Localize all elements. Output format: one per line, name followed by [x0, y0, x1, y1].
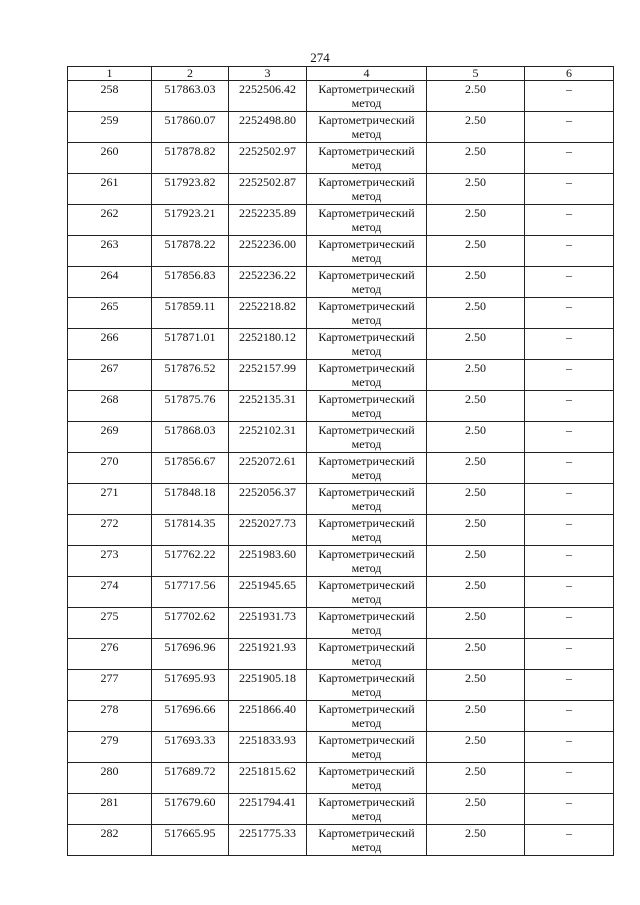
method-cell: Картометрический метод	[307, 825, 427, 856]
x-coordinate-cell: 517923.21	[152, 205, 229, 236]
method-cell: Картометрический метод	[307, 794, 427, 825]
point-number-cell: 280	[68, 763, 152, 794]
note-cell: –	[525, 608, 614, 639]
point-number-cell: 262	[68, 205, 152, 236]
x-coordinate-cell: 517679.60	[152, 794, 229, 825]
table-row	[68, 515, 614, 546]
point-number-cell: 271	[68, 484, 152, 515]
point-number-cell: 269	[68, 422, 152, 453]
point-number-cell: 282	[68, 825, 152, 856]
x-coordinate-cell: 517856.83	[152, 267, 229, 298]
table-row	[68, 329, 614, 360]
accuracy-cell: 2.50	[427, 267, 525, 298]
point-number-cell: 266	[68, 329, 152, 360]
accuracy-cell: 2.50	[427, 825, 525, 856]
point-number-cell: 276	[68, 639, 152, 670]
table-row	[68, 577, 614, 608]
method-cell: Картометрический метод	[307, 732, 427, 763]
x-coordinate-cell: 517878.22	[152, 236, 229, 267]
y-coordinate-cell: 2251815.62	[229, 763, 307, 794]
note-cell: –	[525, 329, 614, 360]
y-coordinate-cell: 2252180.12	[229, 329, 307, 360]
x-coordinate-cell: 517876.52	[152, 360, 229, 391]
column-header-6: 6	[525, 67, 614, 81]
y-coordinate-cell: 2252502.87	[229, 174, 307, 205]
note-cell: –	[525, 236, 614, 267]
column-header-4: 4	[307, 67, 427, 81]
accuracy-cell: 2.50	[427, 763, 525, 794]
accuracy-cell: 2.50	[427, 174, 525, 205]
x-coordinate-cell: 517814.35	[152, 515, 229, 546]
y-coordinate-cell: 2251905.18	[229, 670, 307, 701]
method-cell: Картометрический метод	[307, 205, 427, 236]
y-coordinate-cell: 2251775.33	[229, 825, 307, 856]
note-cell: –	[525, 670, 614, 701]
x-coordinate-cell: 517878.82	[152, 143, 229, 174]
note-cell: –	[525, 360, 614, 391]
note-cell: –	[525, 112, 614, 143]
table-row	[68, 81, 614, 112]
note-cell: –	[525, 794, 614, 825]
y-coordinate-cell: 2251833.93	[229, 732, 307, 763]
method-cell: Картометрический метод	[307, 701, 427, 732]
method-cell: Картометрический метод	[307, 577, 427, 608]
accuracy-cell: 2.50	[427, 422, 525, 453]
point-number-cell: 270	[68, 453, 152, 484]
accuracy-cell: 2.50	[427, 143, 525, 174]
accuracy-cell: 2.50	[427, 577, 525, 608]
note-cell: –	[525, 639, 614, 670]
table-row	[68, 112, 614, 143]
y-coordinate-cell: 2251921.93	[229, 639, 307, 670]
point-number-cell: 265	[68, 298, 152, 329]
y-coordinate-cell: 2252218.82	[229, 298, 307, 329]
table-row	[68, 174, 614, 205]
y-coordinate-cell: 2251866.40	[229, 701, 307, 732]
header-row	[68, 67, 614, 81]
table-row	[68, 236, 614, 267]
x-coordinate-cell: 517693.33	[152, 732, 229, 763]
point-number-cell: 267	[68, 360, 152, 391]
point-number-cell: 264	[68, 267, 152, 298]
method-cell: Картометрический метод	[307, 143, 427, 174]
method-cell: Картометрический метод	[307, 639, 427, 670]
y-coordinate-cell: 2251794.41	[229, 794, 307, 825]
table-row	[68, 546, 614, 577]
accuracy-cell: 2.50	[427, 701, 525, 732]
y-coordinate-cell: 2252157.99	[229, 360, 307, 391]
accuracy-cell: 2.50	[427, 794, 525, 825]
x-coordinate-cell: 517696.96	[152, 639, 229, 670]
note-cell: –	[525, 143, 614, 174]
point-number-cell: 258	[68, 81, 152, 112]
point-number-cell: 274	[68, 577, 152, 608]
page-number: 274	[310, 50, 330, 65]
y-coordinate-cell: 2252135.31	[229, 391, 307, 422]
column-header-3: 3	[229, 67, 307, 81]
y-coordinate-cell: 2252056.37	[229, 484, 307, 515]
accuracy-cell: 2.50	[427, 453, 525, 484]
note-cell: –	[525, 515, 614, 546]
x-coordinate-cell: 517875.76	[152, 391, 229, 422]
method-cell: Картометрический метод	[307, 360, 427, 391]
method-cell: Картометрический метод	[307, 267, 427, 298]
x-coordinate-cell: 517689.72	[152, 763, 229, 794]
table-row	[68, 298, 614, 329]
table-row	[68, 732, 614, 763]
note-cell: –	[525, 825, 614, 856]
x-coordinate-cell: 517696.66	[152, 701, 229, 732]
y-coordinate-cell: 2252236.00	[229, 236, 307, 267]
table-row	[68, 360, 614, 391]
note-cell: –	[525, 453, 614, 484]
coordinates-table	[67, 66, 614, 856]
accuracy-cell: 2.50	[427, 608, 525, 639]
table-row	[68, 608, 614, 639]
table-row	[68, 825, 614, 856]
point-number-cell: 272	[68, 515, 152, 546]
column-header-2: 2	[152, 67, 229, 81]
y-coordinate-cell: 2252102.31	[229, 422, 307, 453]
x-coordinate-cell: 517665.95	[152, 825, 229, 856]
method-cell: Картометрический метод	[307, 670, 427, 701]
point-number-cell: 261	[68, 174, 152, 205]
note-cell: –	[525, 267, 614, 298]
x-coordinate-cell: 517762.22	[152, 546, 229, 577]
accuracy-cell: 2.50	[427, 112, 525, 143]
note-cell: –	[525, 422, 614, 453]
note-cell: –	[525, 763, 614, 794]
method-cell: Картометрический метод	[307, 422, 427, 453]
table-row	[68, 422, 614, 453]
point-number-cell: 277	[68, 670, 152, 701]
x-coordinate-cell: 517717.56	[152, 577, 229, 608]
point-number-cell: 268	[68, 391, 152, 422]
note-cell: –	[525, 732, 614, 763]
point-number-cell: 281	[68, 794, 152, 825]
x-coordinate-cell: 517871.01	[152, 329, 229, 360]
y-coordinate-cell: 2252236.22	[229, 267, 307, 298]
point-number-cell: 278	[68, 701, 152, 732]
accuracy-cell: 2.50	[427, 298, 525, 329]
note-cell: –	[525, 81, 614, 112]
table-row	[68, 639, 614, 670]
accuracy-cell: 2.50	[427, 732, 525, 763]
y-coordinate-cell: 2252027.73	[229, 515, 307, 546]
x-coordinate-cell: 517923.82	[152, 174, 229, 205]
table-row	[68, 143, 614, 174]
method-cell: Картометрический метод	[307, 112, 427, 143]
x-coordinate-cell: 517859.11	[152, 298, 229, 329]
accuracy-cell: 2.50	[427, 205, 525, 236]
table-row	[68, 701, 614, 732]
table-row	[68, 484, 614, 515]
accuracy-cell: 2.50	[427, 329, 525, 360]
method-cell: Картометрический метод	[307, 329, 427, 360]
accuracy-cell: 2.50	[427, 546, 525, 577]
method-cell: Картометрический метод	[307, 453, 427, 484]
note-cell: –	[525, 546, 614, 577]
accuracy-cell: 2.50	[427, 515, 525, 546]
accuracy-cell: 2.50	[427, 639, 525, 670]
y-coordinate-cell: 2251983.60	[229, 546, 307, 577]
accuracy-cell: 2.50	[427, 670, 525, 701]
x-coordinate-cell: 517848.18	[152, 484, 229, 515]
y-coordinate-cell: 2251945.65	[229, 577, 307, 608]
point-number-cell: 259	[68, 112, 152, 143]
note-cell: –	[525, 298, 614, 329]
table-row	[68, 205, 614, 236]
y-coordinate-cell: 2252502.97	[229, 143, 307, 174]
x-coordinate-cell: 517702.62	[152, 608, 229, 639]
note-cell: –	[525, 484, 614, 515]
y-coordinate-cell: 2252235.89	[229, 205, 307, 236]
point-number-cell: 275	[68, 608, 152, 639]
x-coordinate-cell: 517695.93	[152, 670, 229, 701]
method-cell: Картометрический метод	[307, 763, 427, 794]
method-cell: Картометрический метод	[307, 608, 427, 639]
accuracy-cell: 2.50	[427, 391, 525, 422]
y-coordinate-cell: 2252506.42	[229, 81, 307, 112]
point-number-cell: 260	[68, 143, 152, 174]
accuracy-cell: 2.50	[427, 236, 525, 267]
table-row	[68, 391, 614, 422]
note-cell: –	[525, 174, 614, 205]
note-cell: –	[525, 577, 614, 608]
method-cell: Картометрический метод	[307, 484, 427, 515]
table-row	[68, 763, 614, 794]
method-cell: Картометрический метод	[307, 515, 427, 546]
table-row	[68, 453, 614, 484]
note-cell: –	[525, 205, 614, 236]
point-number-cell: 273	[68, 546, 152, 577]
accuracy-cell: 2.50	[427, 360, 525, 391]
y-coordinate-cell: 2252498.80	[229, 112, 307, 143]
note-cell: –	[525, 701, 614, 732]
table-row	[68, 267, 614, 298]
x-coordinate-cell: 517863.03	[152, 81, 229, 112]
x-coordinate-cell: 517856.67	[152, 453, 229, 484]
method-cell: Картометрический метод	[307, 174, 427, 205]
table-row	[68, 670, 614, 701]
y-coordinate-cell: 2251931.73	[229, 608, 307, 639]
y-coordinate-cell: 2252072.61	[229, 453, 307, 484]
method-cell: Картометрический метод	[307, 236, 427, 267]
method-cell: Картометрический метод	[307, 391, 427, 422]
table-row	[68, 794, 614, 825]
method-cell: Картометрический метод	[307, 298, 427, 329]
method-cell: Картометрический метод	[307, 546, 427, 577]
accuracy-cell: 2.50	[427, 484, 525, 515]
method-cell: Картометрический метод	[307, 81, 427, 112]
note-cell: –	[525, 391, 614, 422]
point-number-cell: 279	[68, 732, 152, 763]
x-coordinate-cell: 517860.07	[152, 112, 229, 143]
column-header-1: 1	[68, 67, 152, 81]
accuracy-cell: 2.50	[427, 81, 525, 112]
point-number-cell: 263	[68, 236, 152, 267]
table-body	[68, 81, 614, 856]
column-header-5: 5	[427, 67, 525, 81]
x-coordinate-cell: 517868.03	[152, 422, 229, 453]
